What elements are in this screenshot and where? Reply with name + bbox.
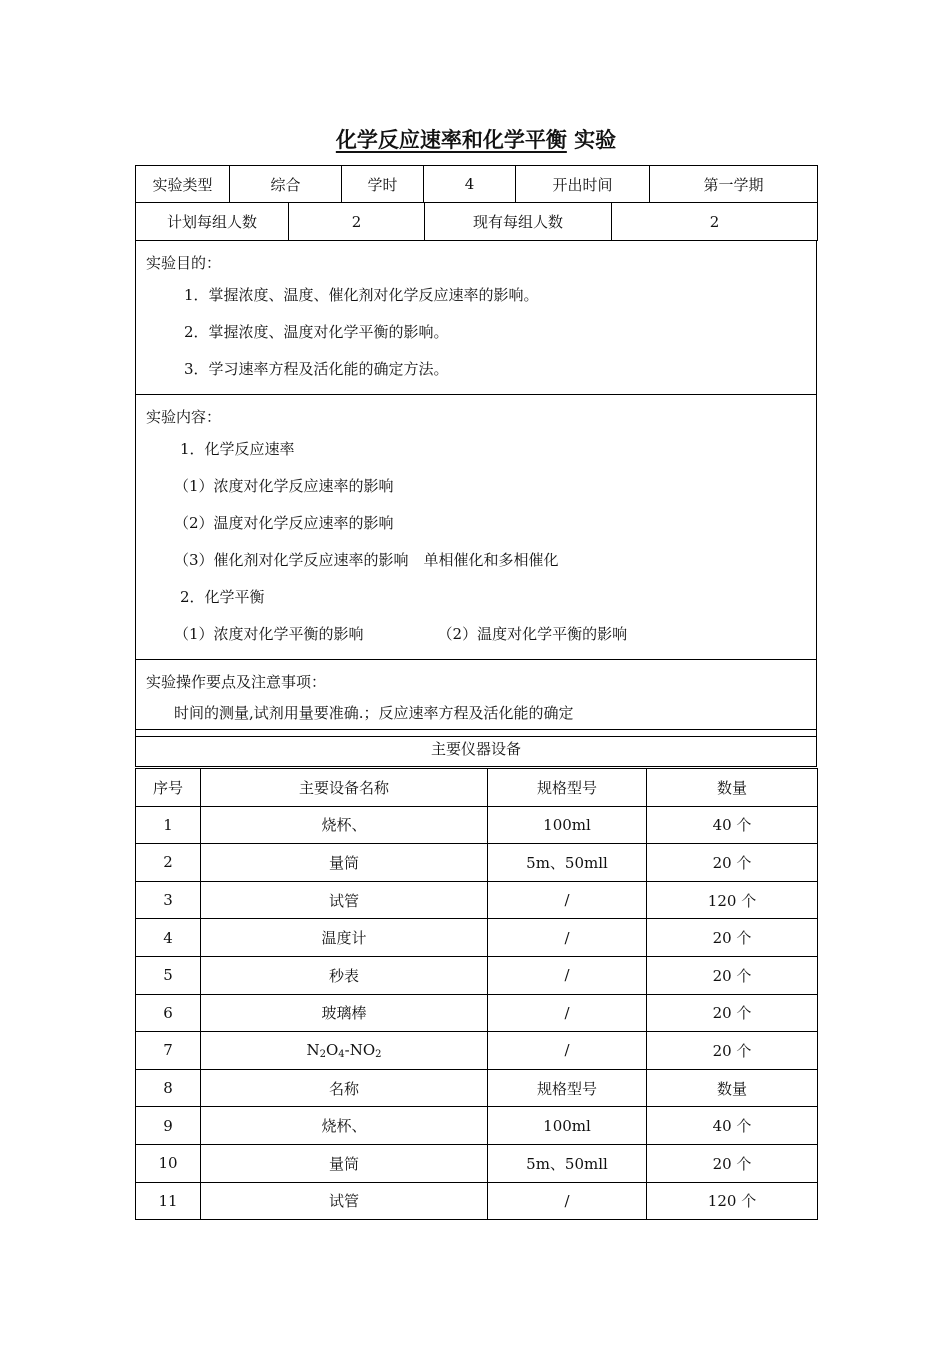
page-title (0, 124, 952, 154)
table-row (136, 994, 818, 1032)
content-line-a: （1）浓度对化学平衡的影响 (174, 625, 364, 643)
purpose-item: 2．掌握浓度、温度对化学平衡的影响。 (184, 323, 449, 341)
time-value: 第一学期 (650, 166, 818, 203)
cell-spec: / (488, 1182, 647, 1220)
equipment-table (135, 768, 818, 1220)
cell-spec: / (488, 994, 647, 1032)
cell-name: 名称 (201, 1069, 488, 1107)
cell-index: 2 (136, 844, 201, 882)
header-name: 主要设备名称 (201, 769, 488, 807)
content-line-b: （2）温度对化学平衡的影响 (437, 625, 628, 643)
table-row (136, 1144, 818, 1182)
cell-qty: 40 个 (647, 806, 818, 844)
purpose-item: 3．学习速率方程及活化能的确定方法。 (184, 360, 449, 378)
cell-name: 试管 (201, 1182, 488, 1220)
cell-index: 6 (136, 994, 201, 1032)
header-spec: 规格型号 (488, 769, 647, 807)
type-value: 综合 (230, 166, 342, 203)
type-label: 实验类型 (136, 166, 230, 203)
cell-qty: 数量 (647, 1069, 818, 1107)
notes-text: 时间的测量,试剂用量要准确.；反应速率方程及活化能的确定 (174, 704, 574, 722)
cell-spec: 100ml (488, 806, 647, 844)
purpose-heading: 实验目的： (146, 254, 222, 272)
content-line: （3）催化剂对化学反应速率的影响 单相催化和多相催化 (174, 551, 559, 569)
cell-name: 烧杯、 (201, 1107, 488, 1145)
cell-spec: / (488, 956, 647, 994)
cell-qty: 20 个 (647, 1032, 818, 1070)
notes-section (136, 660, 817, 737)
cell-index: 8 (136, 1069, 201, 1107)
equipment-title-table (135, 729, 817, 767)
table-row (136, 1107, 818, 1145)
cell-qty: 20 个 (647, 919, 818, 957)
cell-name: 量筒 (201, 1144, 488, 1182)
cell-qty: 20 个 (647, 956, 818, 994)
cell-name: $N_2O_4-NO_2$ (201, 1032, 488, 1070)
cell-index: 4 (136, 919, 201, 957)
content-line: 2．化学平衡 (180, 588, 265, 606)
cell-qty: 20 个 (647, 1144, 818, 1182)
equipment-header-row (136, 769, 818, 807)
title-suffix: 实验 (574, 127, 617, 152)
cell-index: 5 (136, 956, 201, 994)
cell-spec: 规格型号 (488, 1069, 647, 1107)
cell-name: 温度计 (201, 919, 488, 957)
time-label: 开出时间 (516, 166, 650, 203)
cell-index: 7 (136, 1032, 201, 1070)
table-row (136, 881, 818, 919)
hours-value: 4 (424, 166, 516, 203)
cell-name: 玻璃棒 (201, 994, 488, 1032)
table-row (136, 919, 818, 957)
table-row (136, 956, 818, 994)
cell-name: 秒表 (201, 956, 488, 994)
planned-label: 计划每组人数 (136, 203, 289, 241)
content-line: 1．化学反应速率 (180, 440, 295, 458)
notes-heading: 实验操作要点及注意事项： (146, 673, 327, 691)
content-heading: 实验内容： (146, 408, 222, 426)
info-table-row1 (135, 165, 818, 203)
cell-qty: 20 个 (647, 994, 818, 1032)
cell-qty: 20 个 (647, 844, 818, 882)
content-line: （2）温度对化学反应速率的影响 (174, 514, 394, 532)
purpose-item: 1．掌握浓度、温度、催化剂对化学反应速率的影响。 (184, 286, 539, 304)
cell-name: 量筒 (201, 844, 488, 882)
table-row (136, 1069, 818, 1107)
table-row (136, 844, 818, 882)
header-index: 序号 (136, 769, 201, 807)
hours-label: 学时 (342, 166, 424, 203)
title-main: 化学反应速率和化学平衡 (335, 127, 567, 152)
cell-index: 1 (136, 806, 201, 844)
current-value: 2 (612, 203, 818, 241)
cell-index: 11 (136, 1182, 201, 1220)
cell-name: 烧杯、 (201, 806, 488, 844)
cell-spec: / (488, 881, 647, 919)
cell-qty: 120 个 (647, 881, 818, 919)
content-section (136, 395, 817, 660)
cell-spec: 100ml (488, 1107, 647, 1145)
cell-index: 3 (136, 881, 201, 919)
cell-spec: 5m、50mll (488, 1144, 647, 1182)
current-label: 现有每组人数 (425, 203, 612, 241)
table-row (136, 1032, 818, 1070)
purpose-section (136, 241, 817, 395)
table-row (136, 1182, 818, 1220)
cell-spec: / (488, 919, 647, 957)
cell-qty: 40 个 (647, 1107, 818, 1145)
content-line (146, 616, 806, 653)
cell-qty: 120 个 (647, 1182, 818, 1220)
header-qty: 数量 (647, 769, 818, 807)
cell-spec: 5m、50mll (488, 844, 647, 882)
description-table (135, 240, 817, 737)
cell-spec: / (488, 1032, 647, 1070)
table-row (136, 806, 818, 844)
planned-value: 2 (289, 203, 425, 241)
content-line: （1）浓度对化学反应速率的影响 (174, 477, 394, 495)
equipment-rows (136, 806, 818, 1220)
equipment-section-title: 主要仪器设备 (136, 730, 817, 767)
cell-index: 9 (136, 1107, 201, 1145)
cell-index: 10 (136, 1144, 201, 1182)
info-table-row2 (135, 202, 818, 241)
cell-name: 试管 (201, 881, 488, 919)
